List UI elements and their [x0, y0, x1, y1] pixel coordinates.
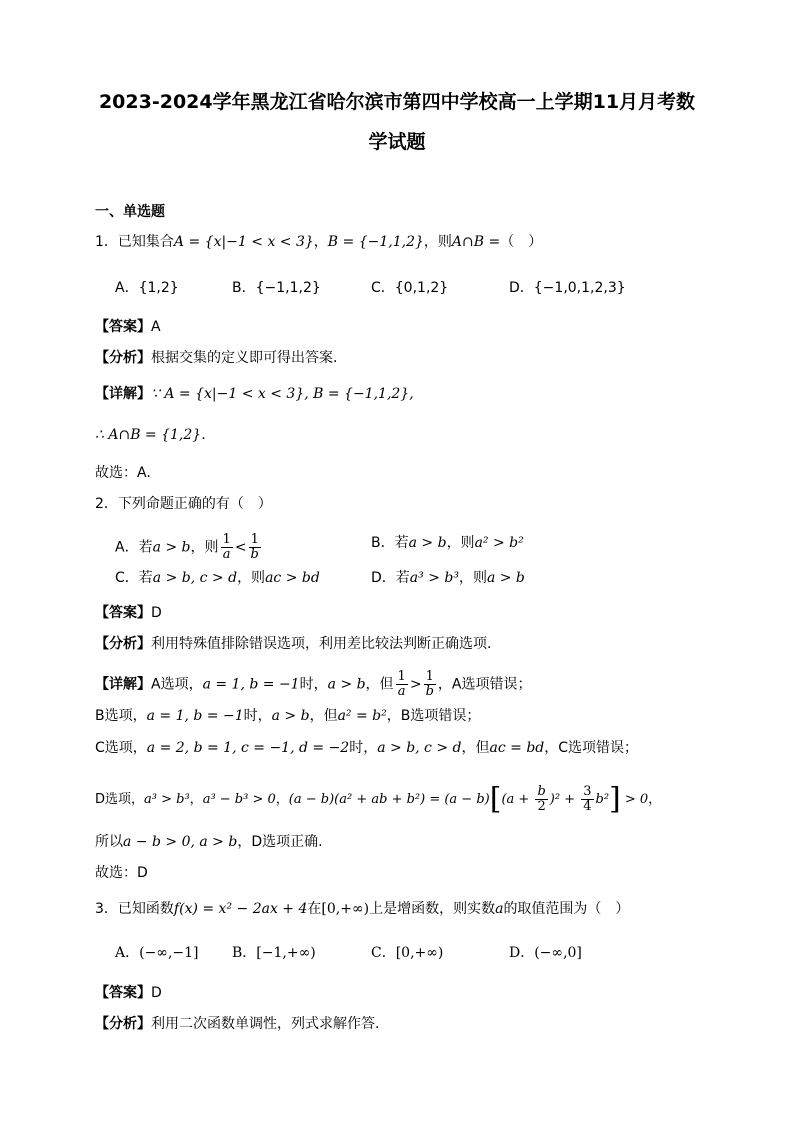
q2-so-1: 所以	[95, 834, 123, 850]
q3-option-d: D．(−∞,0]	[509, 945, 582, 961]
fraction-numerator: 1	[424, 670, 436, 685]
q2-da-5: ，但	[365, 676, 394, 693]
q2-option-d-result: a > b	[486, 570, 525, 586]
q3-analysis	[95, 1014, 379, 1034]
q2-dd-1: D选项，	[95, 792, 145, 807]
q1-detail	[95, 384, 414, 404]
q2-option-c-pre: C．若	[115, 570, 153, 586]
analysis-tag: 【分析】	[95, 350, 151, 366]
q2-so-3: ，D选项正确.	[237, 834, 323, 850]
q1-stem	[95, 232, 542, 252]
q2-option-a: A．若a > b，则 $\frac{1}{a}$ < $\frac{1}{b}$	[115, 532, 259, 562]
q1-sep-2: ，则	[423, 234, 452, 250]
q3-variable: a	[495, 901, 504, 917]
document-title-line-2: 学试题	[368, 131, 426, 153]
q2-option-c-mid: ，则	[237, 570, 266, 586]
q2-da-4: a > b	[327, 676, 366, 693]
q2-dc-2: a = 2, b = 1, c = −1, d = −2	[146, 740, 350, 756]
q2-dd-6: (a − b)(a² + ab + b²) = (a − b)	[288, 792, 490, 807]
q2-db-4: a > b	[271, 708, 310, 724]
q2-db-6: a² = b²	[337, 708, 387, 724]
q2-db-7: ，B选项错误；	[386, 708, 481, 724]
q2-dd-10: > 0	[620, 792, 649, 807]
q2-da-1: A选项，	[151, 676, 203, 693]
q2-option-c-result: ac > bd	[265, 570, 320, 586]
section-heading: 一、单选题	[95, 204, 165, 220]
q2-option-b	[371, 533, 524, 553]
q2-detail-d: D选项，a³ > b³，a³ − b³ > 0，(a − b)(a² + ab + b²) = (a − b)[(a + $\frac{b}{2}$ )² + $\frac{3}{4}$ b²] > 0，	[95, 781, 662, 817]
q2-da-3: 时，	[299, 676, 328, 693]
q1-answer-value: A	[151, 319, 161, 335]
fraction-numerator: b	[537, 784, 546, 799]
q2-analysis-text: 利用特殊值排除错误选项，利用差比较法判断正确选项.	[151, 636, 492, 652]
fraction-1-over-a	[396, 670, 408, 699]
q2-db-2: a = 1, b = −1	[146, 708, 244, 724]
q2-dd-4: a³ − b³ > 0	[202, 792, 276, 807]
q1-detail-2: ∴ A∩B = {1,2}.	[95, 427, 206, 443]
q1-choose: 故选：A.	[95, 465, 151, 481]
q2-dc-7: ，C选项错误；	[544, 740, 639, 756]
q2-option-d-cond: a³ > b³	[409, 570, 459, 586]
q1-option-d: D．{−1,0,1,2,3}	[509, 280, 626, 296]
fraction-denominator: 4	[583, 799, 592, 814]
fraction-numerator: 3	[583, 784, 592, 799]
answer-tag: 【答案】	[95, 605, 151, 621]
q1-analysis-text: 根据交集的定义即可得出答案.	[151, 350, 338, 366]
q2-stem: 2．下列命题正确的有（ ）	[95, 496, 272, 512]
q1-detail-1: ∵ A = {x|−1 < x < 3}, B = {−1,1,2},	[151, 386, 414, 402]
q2-option-d	[371, 568, 525, 588]
fraction-numerator: 1	[222, 532, 231, 547]
q2-dc-5: ，但	[461, 740, 490, 756]
q2-dc-4: a > b, c > d	[377, 740, 462, 756]
fraction-1-over-b	[249, 533, 261, 562]
fraction-denominator: a	[222, 547, 231, 562]
q2-option-d-pre: D．若	[371, 570, 410, 586]
q2-option-a-cond: a > b	[152, 539, 191, 556]
q3-stem-4: 的取值范围为（ ）	[503, 901, 630, 917]
q2-detail-a: 【详解】A选项，a = 1, b = −1时，a > b，但 $\frac{1}{a}$ > $\frac{1}{b}$ ，A选项错误；	[95, 669, 532, 699]
q2-option-a-pre: A．若	[115, 539, 153, 556]
q2-option-b-mid: ，则	[446, 535, 475, 551]
q2-option-a-mid: ，则	[190, 539, 219, 556]
q3-analysis-text: 利用二次函数单调性，列式求解作答.	[151, 1016, 380, 1032]
fraction-1-over-b	[424, 670, 436, 699]
q2-dd-2: a³ > b³	[144, 792, 190, 807]
q3-option-c: C．[0,+∞)	[371, 945, 444, 961]
analysis-tag: 【分析】	[95, 1016, 151, 1032]
q3-stem	[95, 899, 629, 919]
fraction-b-over-2	[535, 785, 547, 814]
q1-option-a: A．{1,2}	[115, 280, 179, 296]
fraction-denominator: b	[250, 547, 259, 562]
q2-db-1: B选项，	[95, 708, 147, 724]
q3-stem-1: 3．已知函数	[95, 901, 174, 917]
q1-option-c: C．{0,1,2}	[371, 280, 449, 296]
answer-tag: 【答案】	[95, 319, 151, 335]
q2-db-5: ，但	[309, 708, 338, 724]
q2-detail-b	[95, 706, 480, 726]
q2-answer	[95, 603, 162, 623]
q3-stem-3: 上是增函数，则实数	[369, 901, 496, 917]
q2-dd-5: ，	[275, 792, 289, 807]
q2-dd-11: ，	[648, 792, 662, 807]
q2-dc-3: 时，	[349, 740, 378, 756]
q2-da-2: a = 1, b = −1	[202, 676, 300, 693]
q1-expression: A∩B =	[451, 234, 501, 250]
q2-da-6: ，A选项错误；	[437, 676, 532, 693]
q2-dd-9: b²	[595, 792, 610, 807]
q1-paren: （ ）	[500, 234, 543, 250]
q2-dc-6: ac = bd	[489, 740, 545, 756]
q1-sep-1: ，	[313, 234, 328, 250]
q2-dd-3: ，	[189, 792, 203, 807]
document-title-line-1: 2023-2024学年黑龙江省哈尔滨市第四中学校高一上学期11月月考数	[98, 91, 696, 113]
q1-option-b: B．{−1,1,2}	[232, 280, 321, 296]
q1-detail-line-2	[95, 425, 206, 445]
q1-answer	[95, 317, 161, 337]
q2-option-b-pre: B．若	[371, 535, 409, 551]
q3-stem-2: 在	[307, 901, 322, 917]
fraction-denominator: a	[397, 684, 406, 699]
q2-option-b-cond: a > b	[408, 535, 447, 551]
q2-option-b-result: a² > b²	[474, 535, 524, 551]
q3-option-b: B．[−1,+∞)	[232, 945, 316, 961]
q1-stem-text: 1．已知集合	[95, 234, 174, 250]
q3-answer-value: D	[151, 985, 162, 1001]
q2-db-3: 时，	[243, 708, 272, 724]
q1-set-b: B = {−1,1,2}	[327, 234, 424, 250]
fraction-3-over-4	[581, 785, 593, 814]
answer-tag: 【答案】	[95, 985, 151, 1001]
fraction-numerator: 1	[397, 669, 406, 684]
q2-dc-1: C选项，	[95, 740, 147, 756]
q2-dd-8: )² +	[549, 792, 580, 807]
q2-answer-value: D	[151, 605, 162, 621]
detail-tag: 【详解】	[95, 386, 151, 402]
q2-option-c-cond: a > b, c > d	[152, 570, 238, 586]
q2-choose: 故选：D	[95, 865, 148, 881]
q2-dd-7: (a +	[501, 792, 534, 807]
q2-option-c	[115, 568, 320, 588]
fraction-numerator: 1	[249, 533, 261, 548]
q2-so-2: a − b > 0, a > b	[123, 834, 238, 850]
q3-answer	[95, 983, 162, 1003]
q3-option-a: A．(−∞,−1]	[115, 945, 199, 961]
fraction-denominator: b	[425, 684, 434, 699]
detail-tag: 【详解】	[95, 676, 151, 693]
q3-function: f(x) = x² − 2ax + 4	[173, 901, 308, 917]
q2-conclusion	[95, 832, 323, 852]
q2-analysis	[95, 634, 491, 654]
analysis-tag: 【分析】	[95, 636, 151, 652]
q2-detail-c	[95, 738, 638, 758]
q1-analysis	[95, 348, 337, 368]
q2-option-d-mid: ，则	[458, 570, 487, 586]
q3-interval: [0,+∞)	[321, 901, 370, 917]
fraction-1-over-a	[221, 533, 233, 562]
q1-set-a: A = {x|−1 < x < 3}	[173, 234, 314, 250]
fraction-denominator: 2	[537, 799, 546, 814]
